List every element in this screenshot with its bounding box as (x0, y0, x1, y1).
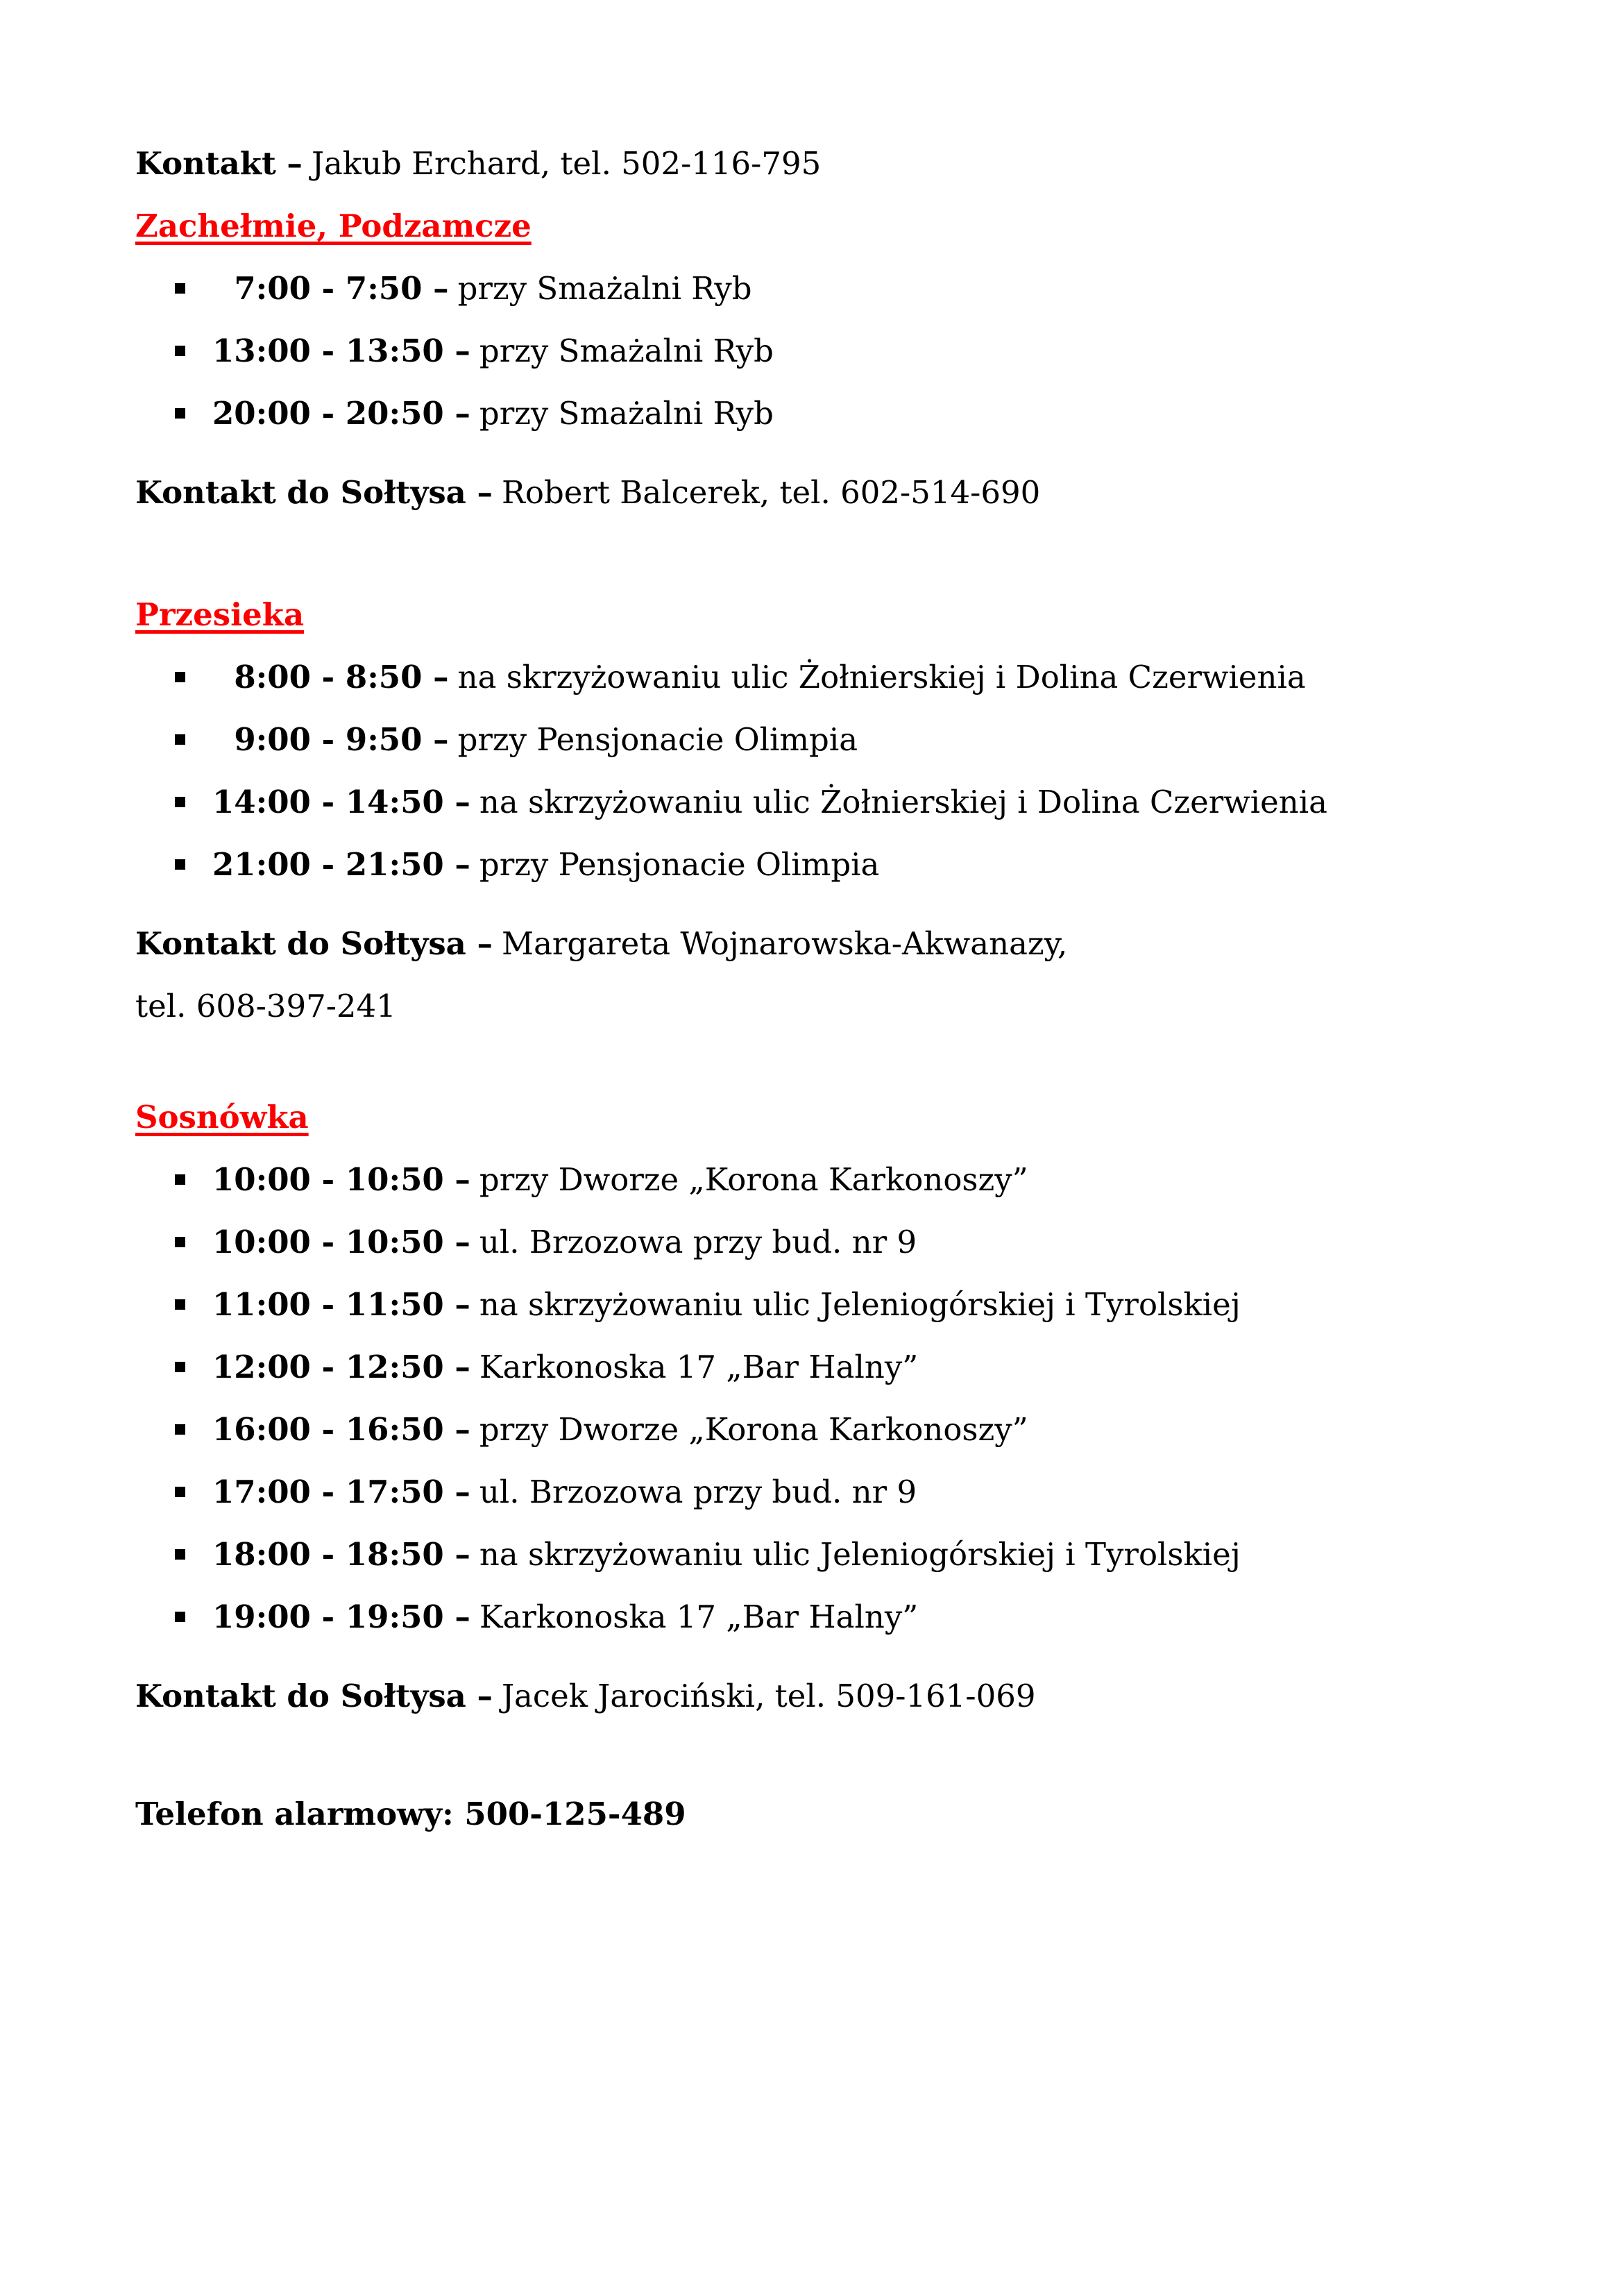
time-range: 12:00 - 12:50 – (212, 1349, 470, 1385)
time-range: 11:00 - 11:50 – (212, 1286, 470, 1323)
location: na skrzyżowaniu ulic Jeleniogórskiej i Tyrolskiej (479, 1536, 1241, 1573)
time-range: 19:00 - 19:50 – (212, 1598, 470, 1635)
schedule-item (135, 258, 1540, 320)
time-range: 13:00 - 13:50 – (212, 332, 470, 369)
bullet-square-icon (175, 1299, 185, 1310)
soltys-contact-value: Jacek Jarociński, tel. 509-161-069 (502, 1678, 1036, 1714)
location: przy Dworze „Korona Karkonoszy” (479, 1161, 1028, 1198)
location: Karkonoska 17 „Bar Halny” (479, 1598, 919, 1635)
schedule-item (135, 1523, 1540, 1586)
location: Karkonoska 17 „Bar Halny” (479, 1349, 919, 1385)
schedule-list-sosnowka (135, 1149, 1540, 1648)
soltys-contact-label: Kontakt do Sołtysa – (135, 925, 493, 962)
time-range: 20:00 - 20:50 – (212, 395, 470, 432)
section-heading-przesieka: Przesieka (135, 596, 305, 633)
section-heading-sosnowka: Sosnówka (135, 1099, 309, 1136)
soltys-contact-line-zachelmie (135, 462, 1540, 524)
bullet-square-icon (175, 1549, 185, 1560)
schedule-item (135, 1399, 1540, 1461)
time-range: 14:00 - 14:50 – (212, 784, 470, 820)
schedule-item (135, 709, 1540, 771)
schedule-item (135, 1586, 1540, 1648)
location: na skrzyżowaniu ulic Jeleniogórskiej i Tyrolskiej (479, 1286, 1241, 1323)
bullet-square-icon (175, 1237, 185, 1247)
soltys-contact-label: Kontakt do Sołtysa – (135, 1678, 493, 1714)
location: ul. Brzozowa przy bud. nr 9 (479, 1474, 917, 1510)
schedule-item (135, 646, 1540, 709)
time-range: 17:00 - 17:50 – (212, 1474, 470, 1510)
location: na skrzyżowaniu ulic Żołnierskiej i Dolina Czerwienia (457, 659, 1306, 695)
time-range: 9:00 - 9:50 – (212, 721, 449, 758)
section-heading-zachelmie: Zachełmie, Podzamcze (135, 208, 532, 244)
bullet-square-icon (175, 797, 185, 807)
location: przy Smażalni Ryb (479, 395, 774, 432)
intro-contact-value: Jakub Erchard, tel. 502-116-795 (311, 145, 822, 182)
schedule-list-zachelmie (135, 258, 1540, 445)
soltys-contact-line-sosnowka (135, 1665, 1540, 1728)
location: przy Smażalni Ryb (479, 332, 774, 369)
schedule-item (135, 1149, 1540, 1211)
time-range: 8:00 - 8:50 – (212, 659, 449, 695)
intro-contact-line (135, 133, 1540, 195)
time-range: 16:00 - 16:50 – (212, 1411, 470, 1448)
soltys-contact-label: Kontakt do Sołtysa – (135, 474, 493, 511)
time-range: 10:00 - 10:50 – (212, 1224, 470, 1260)
intro-contact-label: Kontakt – (135, 145, 303, 182)
schedule-item (135, 771, 1540, 834)
bullet-square-icon (175, 1424, 185, 1435)
schedule-item (135, 382, 1540, 445)
bullet-square-icon (175, 859, 185, 870)
schedule-item (135, 834, 1540, 896)
schedule-item (135, 1211, 1540, 1274)
bullet-square-icon (175, 283, 185, 294)
bullet-square-icon (175, 1362, 185, 1372)
location: przy Smażalni Ryb (457, 270, 752, 307)
schedule-item (135, 1274, 1540, 1336)
time-range: 18:00 - 18:50 – (212, 1536, 470, 1573)
schedule-item (135, 1336, 1540, 1399)
location: przy Dworze „Korona Karkonoszy” (479, 1411, 1028, 1448)
time-range: 10:00 - 10:50 – (212, 1161, 470, 1198)
location: przy Pensjonacie Olimpia (457, 721, 858, 758)
soltys-contact-value: Robert Balcerek, tel. 602-514-690 (502, 474, 1041, 511)
bullet-square-icon (175, 1174, 185, 1185)
soltys-contact-value: Margareta Wojnarowska-Akwanazy, (502, 925, 1068, 962)
time-range: 7:00 - 7:50 – (212, 270, 449, 307)
soltys-contact-value-line2: tel. 608-397-241 (135, 988, 396, 1024)
location: ul. Brzozowa przy bud. nr 9 (479, 1224, 917, 1260)
bullet-square-icon (175, 346, 185, 356)
bullet-square-icon (175, 1612, 185, 1622)
bullet-square-icon (175, 1487, 185, 1497)
bullet-square-icon (175, 734, 185, 745)
schedule-item (135, 1461, 1540, 1523)
alarm-phone-line: Telefon alarmowy: 500-125-489 (135, 1796, 686, 1832)
time-range: 21:00 - 21:50 – (212, 846, 470, 883)
soltys-contact-line-przesieka (135, 913, 1540, 1038)
schedule-item (135, 320, 1540, 382)
bullet-square-icon (175, 672, 185, 682)
bullet-square-icon (175, 408, 185, 419)
schedule-list-przesieka (135, 646, 1540, 896)
location: przy Pensjonacie Olimpia (479, 846, 880, 883)
location: na skrzyżowaniu ulic Żołnierskiej i Dolina Czerwienia (479, 784, 1327, 820)
